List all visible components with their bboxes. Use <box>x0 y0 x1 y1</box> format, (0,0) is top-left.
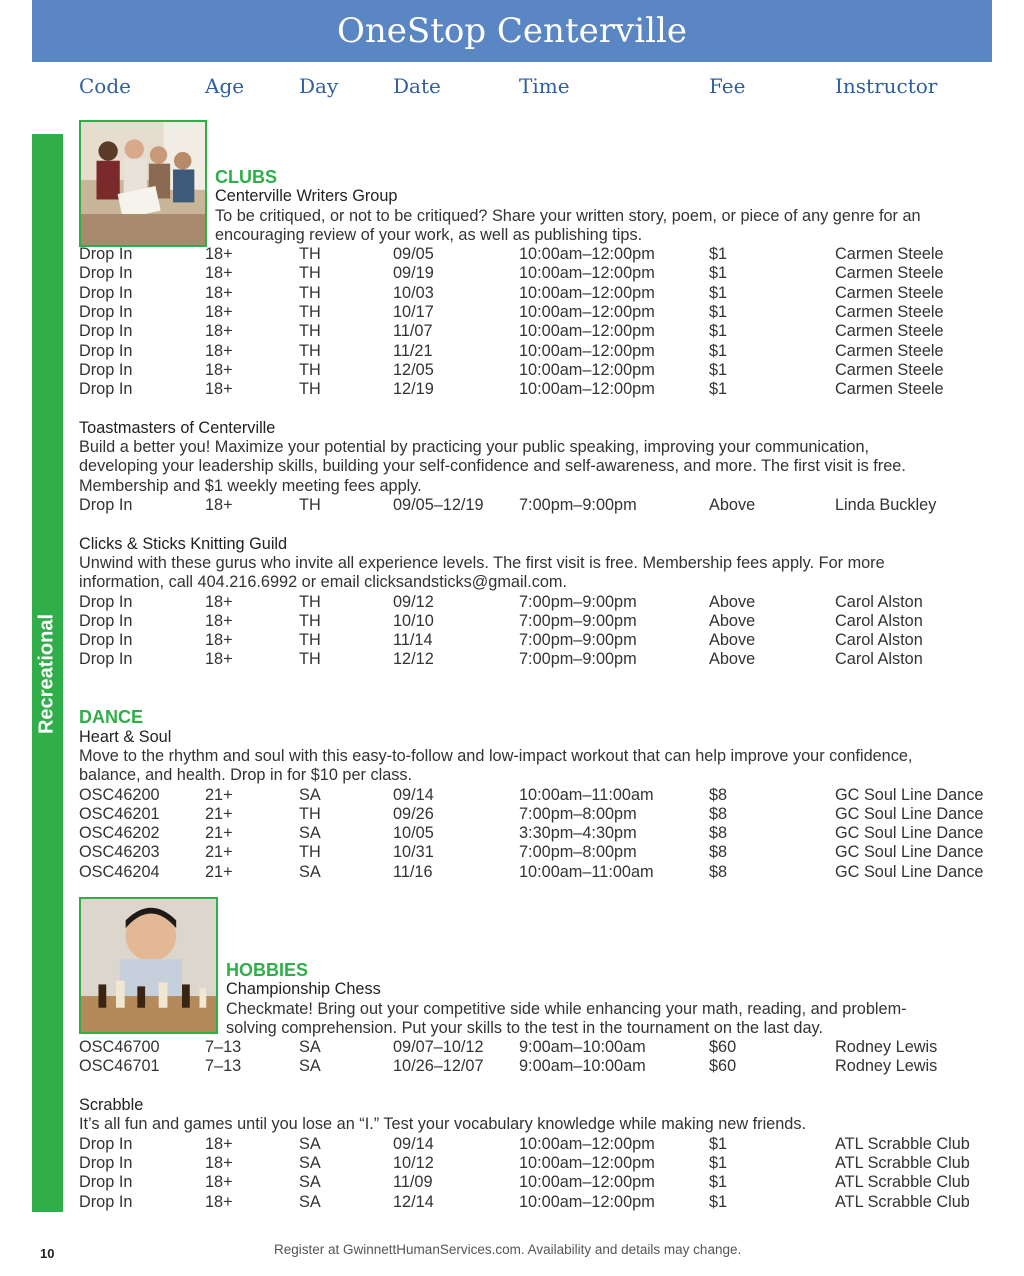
cell-fee: $8 <box>709 862 728 881</box>
cell-code: Drop In <box>79 264 133 283</box>
cell-instructor: Carol Alston <box>835 650 923 669</box>
cell-age: 18+ <box>205 496 233 515</box>
cell-code: Drop In <box>79 283 133 302</box>
cell-time: 10:00am–12:00pm <box>519 360 655 379</box>
cell-day: SA <box>299 785 321 804</box>
cell-fee: $1 <box>709 341 728 360</box>
cell-date: 11/21 <box>393 341 433 360</box>
cell-day: TH <box>299 804 321 823</box>
cell-instructor: GC Soul Line Dance <box>835 824 984 843</box>
cell-date: 09/05–12/19 <box>393 496 484 515</box>
cell-date: 11/09 <box>393 1173 433 1192</box>
cell-instructor: Carmen Steele <box>835 283 944 302</box>
cell-age: 18+ <box>205 1134 233 1153</box>
cell-date: 09/12 <box>393 592 434 611</box>
cell-fee: $8 <box>709 804 728 823</box>
schedule-table <box>79 593 999 670</box>
cell-instructor: GC Soul Line Dance <box>835 785 984 804</box>
cell-date: 09/14 <box>393 785 434 804</box>
cell-code: Drop In <box>79 1192 133 1211</box>
cell-instructor: Carol Alston <box>835 592 923 611</box>
sidebar-label: Recreational <box>35 613 58 735</box>
cell-time: 10:00am–12:00pm <box>519 341 655 360</box>
cell-fee: $1 <box>709 1192 728 1211</box>
table-row <box>79 496 999 515</box>
cell-fee: $1 <box>709 380 728 399</box>
footer-note: Register at GwinnettHumanServices.com. Availability and details may change. <box>274 1242 742 1257</box>
table-row <box>79 612 999 631</box>
cell-age: 18+ <box>205 322 233 341</box>
cell-age: 18+ <box>205 380 233 399</box>
cell-code: OSC46701 <box>79 1057 160 1076</box>
table-row <box>79 284 999 303</box>
cell-day: TH <box>299 341 321 360</box>
program-title: Clicks & Sticks Knitting Guild <box>79 534 288 553</box>
table-row <box>79 824 999 843</box>
cell-instructor: GC Soul Line Dance <box>835 862 984 881</box>
table-row <box>79 863 999 882</box>
cell-code: Drop In <box>79 1153 133 1172</box>
program-description: information, call 404.216.6992 or email clicksandsticks@gmail.com. <box>79 573 567 592</box>
cell-code: OSC46204 <box>79 862 160 881</box>
cell-fee: $60 <box>709 1038 737 1057</box>
cell-time: 9:00am–10:00am <box>519 1057 646 1076</box>
cell-age: 21+ <box>205 862 233 881</box>
cell-time: 10:00am–12:00pm <box>519 303 655 322</box>
page-number: 10 <box>40 1246 55 1261</box>
cell-age: 21+ <box>205 804 233 823</box>
col-instructor: Instructor <box>835 74 938 98</box>
cell-fee: $1 <box>709 1173 728 1192</box>
table-row <box>79 1057 999 1076</box>
cell-time: 3:30pm–4:30pm <box>519 824 637 843</box>
cell-day: SA <box>299 1038 321 1057</box>
program-description: balance, and health. Drop in for $10 per class. <box>79 766 413 785</box>
cell-fee: $1 <box>709 322 728 341</box>
schedule-table <box>79 245 999 399</box>
cell-instructor: Carol Alston <box>835 631 923 650</box>
cell-fee: Above <box>709 650 756 669</box>
cell-fee: $1 <box>709 1153 728 1172</box>
program-title: Heart & Soul <box>79 727 172 746</box>
cell-age: 18+ <box>205 611 233 630</box>
cell-date: 11/16 <box>393 862 433 881</box>
cell-code: Drop In <box>79 592 133 611</box>
program-description: encouraging review of your work, as well as publishing tips. <box>215 225 643 244</box>
cell-code: Drop In <box>79 380 133 399</box>
table-row <box>79 1193 999 1212</box>
cell-day: TH <box>299 650 321 669</box>
program-description: To be critiqued, or not to be critiqued? Share your written story, poem, or piece of any genre for an <box>215 206 921 225</box>
cell-time: 7:00pm–9:00pm <box>519 650 637 669</box>
cell-fee: $1 <box>709 245 728 264</box>
table-row <box>79 264 999 283</box>
cell-age: 21+ <box>205 785 233 804</box>
cell-fee: $8 <box>709 843 728 862</box>
cell-age: 21+ <box>205 843 233 862</box>
table-row <box>79 322 999 341</box>
cell-code: Drop In <box>79 322 133 341</box>
schedule-table <box>79 496 999 515</box>
cell-time: 10:00am–12:00pm <box>519 1173 655 1192</box>
program-title: Scrabble <box>79 1096 144 1115</box>
cell-code: OSC46203 <box>79 843 160 862</box>
cell-age: 18+ <box>205 1173 233 1192</box>
program-description: Build a better you! Maximize your potential by practicing your public speaking, improving your communication, <box>79 438 870 457</box>
cell-day: TH <box>299 843 321 862</box>
listing-content <box>79 168 999 1212</box>
cell-age: 21+ <box>205 824 233 843</box>
cell-age: 18+ <box>205 592 233 611</box>
program-title: Championship Chess <box>226 980 381 999</box>
cell-day: TH <box>299 264 321 283</box>
table-row <box>79 805 999 824</box>
program-description: Membership and $1 weekly meeting fees apply. <box>79 476 422 495</box>
cell-instructor: ATL Scrabble Club <box>835 1134 970 1153</box>
cell-date: 10/31 <box>393 843 434 862</box>
cell-day: SA <box>299 824 321 843</box>
cell-instructor: Carmen Steele <box>835 303 944 322</box>
cell-instructor: Carmen Steele <box>835 264 944 283</box>
cell-day: SA <box>299 1153 321 1172</box>
cell-instructor: Rodney Lewis <box>835 1057 938 1076</box>
cell-day: TH <box>299 322 321 341</box>
banner-title: OneStop Centerville <box>337 11 687 51</box>
cell-day: TH <box>299 496 321 515</box>
cell-instructor: GC Soul Line Dance <box>835 804 984 823</box>
cell-date: 09/07–10/12 <box>393 1038 484 1057</box>
col-time: Time <box>519 74 570 98</box>
cell-fee: $1 <box>709 1134 728 1153</box>
cell-time: 7:00pm–9:00pm <box>519 611 637 630</box>
cell-code: Drop In <box>79 360 133 379</box>
col-date: Date <box>393 74 441 98</box>
cell-date: 10/12 <box>393 1153 434 1172</box>
cell-code: OSC46201 <box>79 804 160 823</box>
cell-day: SA <box>299 1173 321 1192</box>
cell-day: SA <box>299 1134 321 1153</box>
cell-date: 12/14 <box>393 1192 434 1211</box>
program-description: solving comprehension. Put your skills to the test in the tournament on the last day. <box>226 1018 823 1037</box>
cell-age: 18+ <box>205 650 233 669</box>
cell-instructor: ATL Scrabble Club <box>835 1173 970 1192</box>
cell-time: 10:00am–12:00pm <box>519 283 655 302</box>
cell-day: TH <box>299 283 321 302</box>
cell-fee: Above <box>709 592 756 611</box>
cell-time: 10:00am–11:00am <box>519 862 654 881</box>
cell-fee: Above <box>709 496 756 515</box>
program-title: Centerville Writers Group <box>215 187 398 206</box>
cell-instructor: Carmen Steele <box>835 360 944 379</box>
program-description: Move to the rhythm and soul with this easy-to-follow and low-impact workout that can help improve your confidence, <box>79 746 913 765</box>
cell-age: 7–13 <box>205 1038 242 1057</box>
cell-code: Drop In <box>79 245 133 264</box>
cell-day: TH <box>299 303 321 322</box>
cell-instructor: Carmen Steele <box>835 322 944 341</box>
program-description: Checkmate! Bring out your competitive side while enhancing your math, reading, and problem- <box>226 999 907 1018</box>
cell-date: 11/14 <box>393 631 433 650</box>
cell-age: 18+ <box>205 341 233 360</box>
cell-date: 09/05 <box>393 245 434 264</box>
table-row <box>79 1135 999 1154</box>
cell-code: Drop In <box>79 1134 133 1153</box>
cell-date: 10/17 <box>393 303 434 322</box>
cell-instructor: Carmen Steele <box>835 380 944 399</box>
schedule-table <box>79 786 999 882</box>
cell-time: 7:00pm–9:00pm <box>519 496 637 515</box>
cell-code: Drop In <box>79 496 133 515</box>
cell-age: 18+ <box>205 283 233 302</box>
cell-fee: $1 <box>709 264 728 283</box>
cell-instructor: Carol Alston <box>835 611 923 630</box>
cell-instructor: ATL Scrabble Club <box>835 1192 970 1211</box>
cell-age: 18+ <box>205 303 233 322</box>
cell-date: 10/10 <box>393 611 434 630</box>
cell-instructor: GC Soul Line Dance <box>835 843 984 862</box>
cell-fee: $8 <box>709 785 728 804</box>
cell-age: 18+ <box>205 360 233 379</box>
cell-code: Drop In <box>79 1173 133 1192</box>
col-day: Day <box>299 74 339 98</box>
cell-date: 12/05 <box>393 360 434 379</box>
cell-day: TH <box>299 380 321 399</box>
schedule-table <box>79 1135 999 1212</box>
table-row <box>79 786 999 805</box>
cell-instructor: Carmen Steele <box>835 245 944 264</box>
table-row <box>79 342 999 361</box>
table-row <box>79 361 999 380</box>
category-hobbies: HOBBIES <box>226 959 309 980</box>
cell-age: 18+ <box>205 1153 233 1172</box>
program-title: Toastmasters of Centerville <box>79 418 276 437</box>
cell-time: 7:00pm–9:00pm <box>519 631 637 650</box>
category-dance: DANCE <box>79 707 144 728</box>
cell-fee: $1 <box>709 360 728 379</box>
page-banner <box>32 0 992 62</box>
cell-code: Drop In <box>79 303 133 322</box>
table-row <box>79 1173 999 1192</box>
cell-date: 10/05 <box>393 824 434 843</box>
cell-fee: $60 <box>709 1057 737 1076</box>
table-row <box>79 380 999 399</box>
cell-date: 09/14 <box>393 1134 434 1153</box>
cell-date: 12/12 <box>393 650 434 669</box>
cell-time: 10:00am–12:00pm <box>519 245 655 264</box>
table-row <box>79 1038 999 1057</box>
cell-day: SA <box>299 1057 321 1076</box>
program-description: Unwind with these gurus who invite all experience levels. The first visit is free. Membership fees apply. For more <box>79 553 885 572</box>
cell-time: 10:00am–12:00pm <box>519 1192 655 1211</box>
table-row <box>79 1154 999 1173</box>
table-row <box>79 650 999 669</box>
cell-date: 10/03 <box>393 283 434 302</box>
program-description: It’s all fun and games until you lose an “I.” Test your vocabulary knowledge while making new friends. <box>79 1115 807 1134</box>
cell-time: 10:00am–12:00pm <box>519 1134 655 1153</box>
cell-day: TH <box>299 360 321 379</box>
table-row <box>79 593 999 612</box>
cell-time: 10:00am–12:00pm <box>519 264 655 283</box>
schedule-table <box>79 1038 999 1077</box>
cell-date: 09/26 <box>393 804 434 823</box>
cell-code: OSC46202 <box>79 824 160 843</box>
cell-instructor: Carmen Steele <box>835 341 944 360</box>
cell-code: Drop In <box>79 631 133 650</box>
cell-time: 10:00am–12:00pm <box>519 322 655 341</box>
cell-date: 11/07 <box>393 322 433 341</box>
cell-code: Drop In <box>79 611 133 630</box>
cell-instructor: ATL Scrabble Club <box>835 1153 970 1172</box>
cell-day: TH <box>299 245 321 264</box>
cell-day: TH <box>299 592 321 611</box>
cell-age: 18+ <box>205 245 233 264</box>
table-row <box>79 631 999 650</box>
cell-time: 7:00pm–9:00pm <box>519 592 637 611</box>
cell-fee: $1 <box>709 303 728 322</box>
cell-time: 7:00pm–8:00pm <box>519 843 637 862</box>
cell-time: 9:00am–10:00am <box>519 1038 646 1057</box>
cell-time: 10:00am–12:00pm <box>519 1153 655 1172</box>
table-row <box>79 303 999 322</box>
cell-code: Drop In <box>79 650 133 669</box>
cell-fee: $1 <box>709 283 728 302</box>
column-headers <box>0 74 1024 100</box>
cell-day: TH <box>299 611 321 630</box>
cell-instructor: Rodney Lewis <box>835 1038 938 1057</box>
cell-day: SA <box>299 1192 321 1211</box>
cell-code: Drop In <box>79 341 133 360</box>
category-clubs: CLUBS <box>215 167 277 187</box>
cell-age: 7–13 <box>205 1057 242 1076</box>
cell-day: TH <box>299 631 321 650</box>
cell-day: SA <box>299 862 321 881</box>
table-row <box>79 843 999 862</box>
cell-age: 18+ <box>205 264 233 283</box>
col-code: Code <box>79 74 131 98</box>
cell-time: 10:00am–12:00pm <box>519 380 655 399</box>
cell-instructor: Linda Buckley <box>835 496 937 515</box>
cell-code: OSC46200 <box>79 785 160 804</box>
cell-time: 7:00pm–8:00pm <box>519 804 637 823</box>
cell-age: 18+ <box>205 1192 233 1211</box>
cell-date: 12/19 <box>393 380 434 399</box>
cell-time: 10:00am–11:00am <box>519 785 654 804</box>
cell-date: 10/26–12/07 <box>393 1057 484 1076</box>
program-description: developing your leadership skills, building your self-confidence and self-awareness, and more. The first visit is free. <box>79 457 906 476</box>
cell-date: 09/19 <box>393 264 434 283</box>
cell-fee: $8 <box>709 824 728 843</box>
col-fee: Fee <box>709 74 746 98</box>
cell-fee: Above <box>709 611 756 630</box>
col-age: Age <box>205 74 245 98</box>
table-row <box>79 245 999 264</box>
cell-age: 18+ <box>205 631 233 650</box>
cell-code: OSC46700 <box>79 1038 160 1057</box>
cell-fee: Above <box>709 631 756 650</box>
